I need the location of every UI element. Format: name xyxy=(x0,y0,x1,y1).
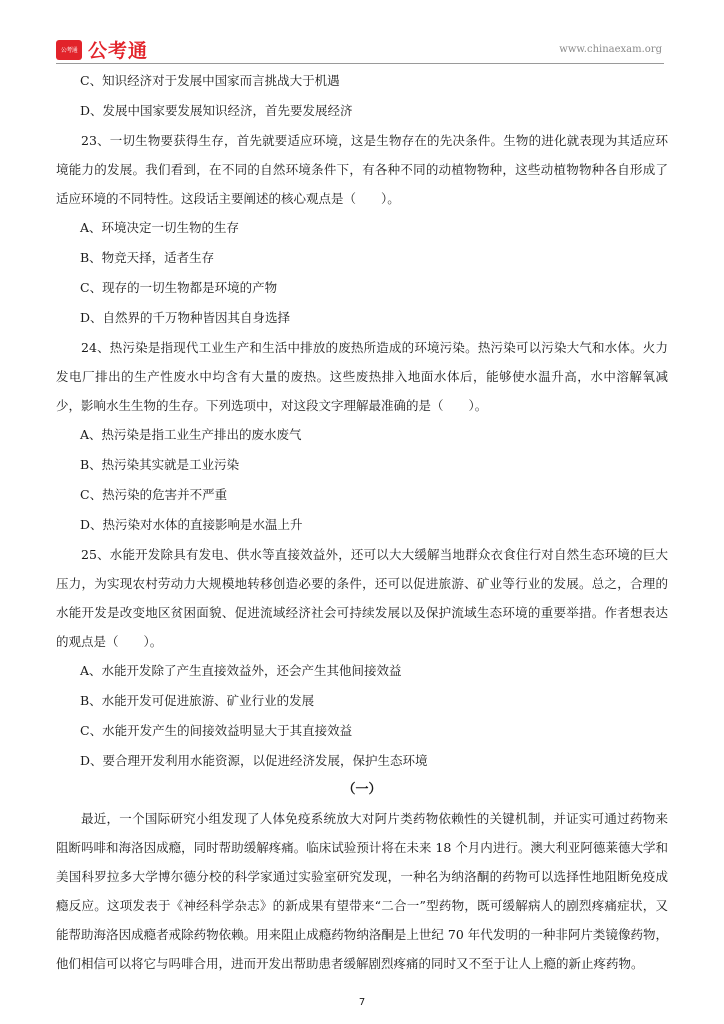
section-title: （一） xyxy=(342,782,382,797)
answer-option: A、水能开发除了产生直接效益外，还会产生其他间接效益 xyxy=(80,663,402,678)
page-header xyxy=(56,36,662,62)
answer-option: A、环境决定一切生物的生存 xyxy=(80,220,240,235)
answer-option: B、热污染其实就是工业污染 xyxy=(80,457,240,472)
answer-option: D、要合理开发利用水能资源，以促进经济发展，保护生态环境 xyxy=(80,753,428,768)
answer-option: C、热污染的危害并不严重 xyxy=(80,487,228,502)
page-number: 7 xyxy=(358,997,366,1008)
paragraph: 25、水能开发除具有发电、供水等直接效益外，还可以大大缓解当地群众衣食住行对自然生态环境的巨大压力，为实现农村劳动力大规模地转移创造必要的条件，还可以促进旅游、矿业等行业的发展。总之，合理的水能开发是改变地区贫困面貌、促进流域经济社会可持续发展以及保护流域生态环境的重要举措。作者想表达的观点是（ ）。 xyxy=(56,547,668,649)
answer-option: D、发展中国家要发展知识经济，首先要发展经济 xyxy=(80,103,353,118)
answer-option: C、现存的一切生物都是环境的产物 xyxy=(80,280,278,295)
answer-option: C、知识经济对于发展中国家而言挑战大于机遇 xyxy=(80,73,340,88)
answer-option: D、自然界的千万物种皆因其自身选择 xyxy=(80,310,291,325)
document-body xyxy=(56,66,668,978)
answer-option: A、热污染是指工业生产排出的废水废气 xyxy=(80,427,302,442)
logo-badge-icon: 公考通 xyxy=(56,40,82,60)
paragraph: 24、热污染是指现代工业生产和生活中排放的废热所造成的环境污染。热污染可以污染大气和水体。火力发电厂排出的生产性废水中均含有大量的废热。这些废热排入地面水体后，能够使水温升高，水中溶解氧减少，影响水生生物的生存。下列选项中，对这段文字理解最准确的是（ ）。 xyxy=(56,340,668,413)
header-divider xyxy=(56,63,664,64)
answer-option: B、物竞天择，适者生存 xyxy=(80,250,215,265)
paragraph: 最近，一个国际研究小组发现了人体免疫系统放大对阿片类药物依赖性的关键机制，并证实可通过药物来阻断吗啡和海洛因成瘾，同时帮助缓解疼痛。临床试验预计将在未来 18 个月内进行。澳大利亚阿德莱德大学和美国科罗拉多大学博尔德分校的科学家通过实验室研究发现，一种名为纳洛酮的药物可以选择性地阻断免疫成瘾反应。这项发表于《神经科学杂志》的新成果有望带来“二合一”型药物，既可缓解病人的剧烈疼痛症状，又能帮助海洛因成瘾者戒除药物依赖。用来阻止成瘾药物纳洛酮是上世纪 70 年代发明的一种非阿片类镜像药物，他们相信可以将它与吗啡合用，进而开发出帮助患者缓解剧烈疼痛的同时又不至于让人上瘾的新止疼药物。 xyxy=(56,811,668,971)
logo[interactable] xyxy=(56,36,148,63)
site-url[interactable]: www.chinaexam.org xyxy=(559,44,662,55)
answer-option: B、水能开发可促进旅游、矿业行业的发展 xyxy=(80,693,315,708)
paragraph: 23、一切生物要获得生存，首先就要适应环境，这是生物存在的先决条件。生物的进化就表现为其适应环境能力的发展。我们看到，在不同的自然环境条件下，有各种不同的动植物物种，这些动植物物种各自形成了适应环境的不同特性。这段话主要阐述的核心观点是（ ）。 xyxy=(56,133,668,206)
answer-option: C、水能开发产生的间接效益明显大于其直接效益 xyxy=(80,723,353,738)
answer-option: D、热污染对水体的直接影响是水温上升 xyxy=(80,517,303,532)
logo-text: 公考通 xyxy=(88,40,149,62)
